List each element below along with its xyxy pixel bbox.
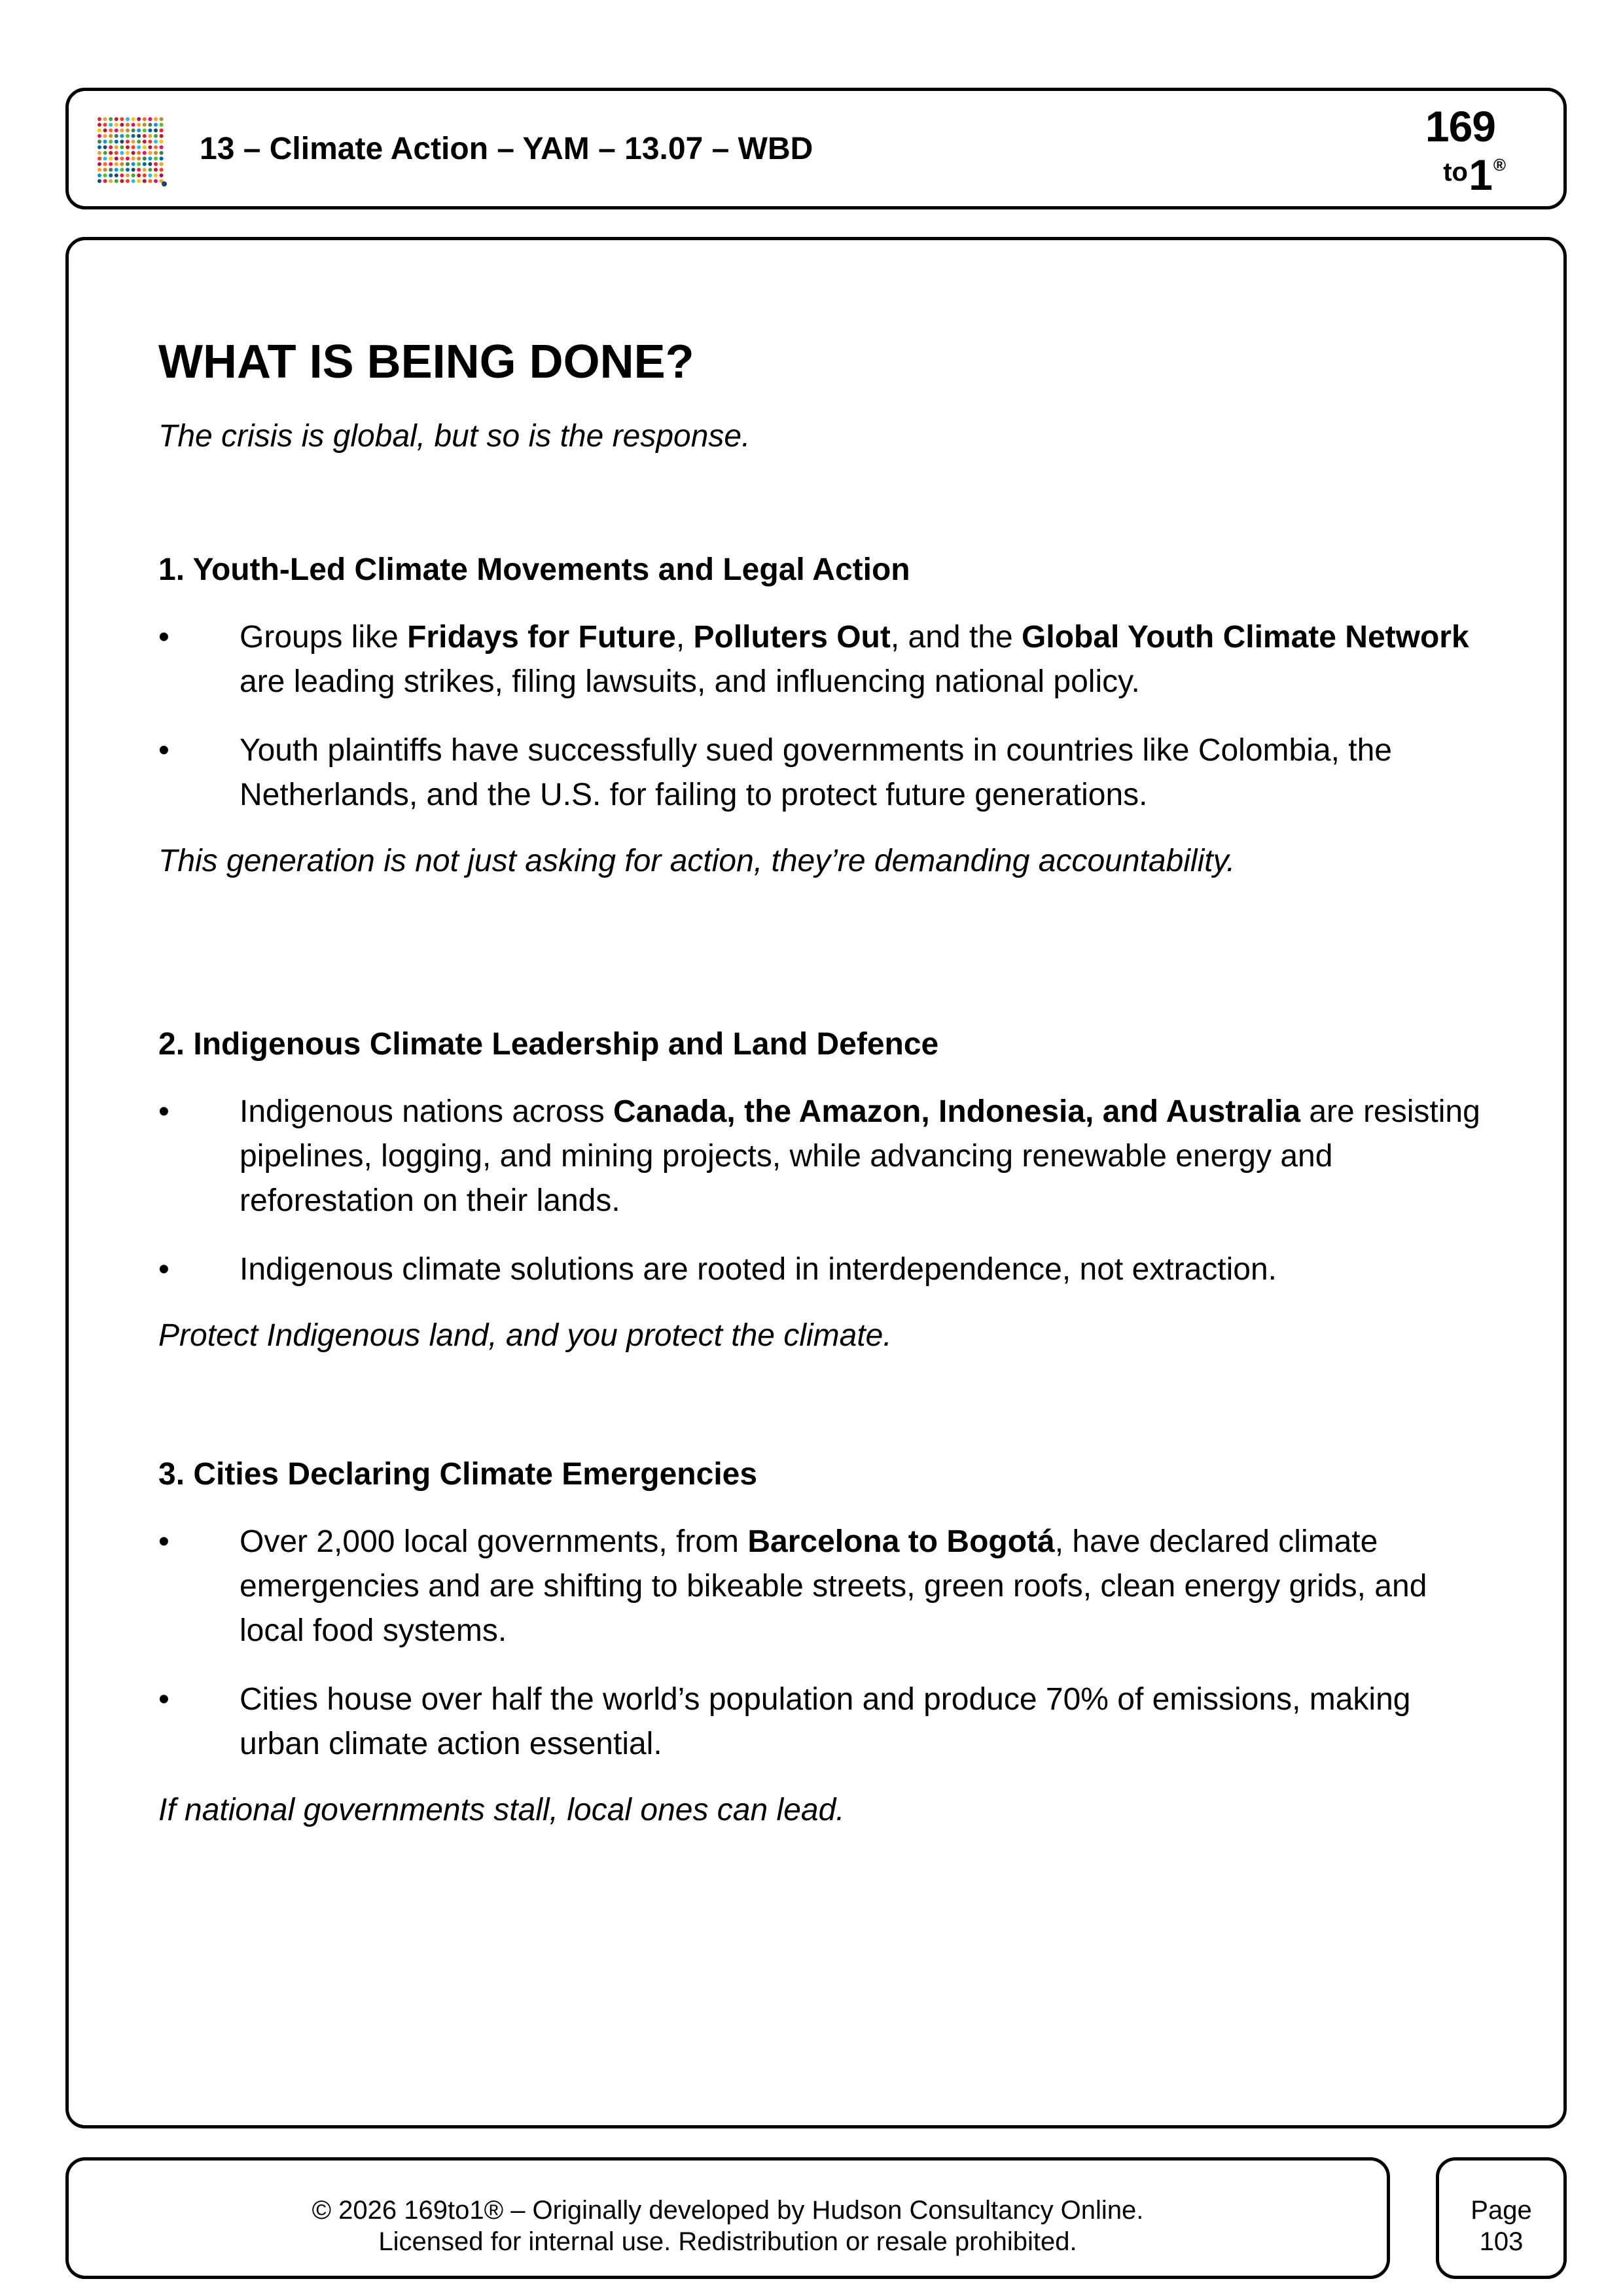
logo-dot — [154, 139, 158, 143]
text-run: Over 2,000 local governments, from — [240, 1524, 748, 1559]
logo-dot — [103, 156, 107, 160]
logo-dot — [115, 145, 118, 149]
section-heading: 3. Cities Declaring Climate Emergencies — [158, 1457, 758, 1492]
text-run: are leading strikes, filing lawsuits, and influencing national policy. — [240, 664, 1140, 699]
logo-dot — [115, 162, 118, 166]
logo-dot — [126, 151, 130, 155]
logo-dot — [98, 151, 101, 155]
logo-dot — [109, 162, 113, 166]
logo-dot — [148, 151, 152, 155]
logo-dot — [154, 123, 158, 127]
logo-dot — [143, 168, 147, 171]
logo-dot — [137, 123, 141, 127]
logo-dot — [143, 117, 147, 121]
brand-registered-mark: ® — [1493, 155, 1506, 175]
text-run: Indigenous climate solutions are rooted in interdependence, not extraction. — [240, 1252, 1277, 1287]
logo-dot — [132, 151, 135, 155]
logo-dot — [98, 168, 101, 171]
logo-dot — [120, 117, 124, 121]
brand-one: 1 — [1469, 151, 1493, 199]
logo-dot — [115, 134, 118, 138]
logo-dot — [126, 128, 130, 132]
logo-dot — [126, 162, 130, 166]
logo-dot — [143, 156, 147, 160]
logo-dot — [154, 134, 158, 138]
logo-dot — [109, 168, 113, 171]
text-run: Youth plaintiffs have successfully sued governments in countries like Colombia, the Netherlands, and the U.S. for failing to protect future generations. — [240, 733, 1392, 812]
logo-dot — [120, 162, 124, 166]
logo-dot — [148, 139, 152, 143]
logo-dot — [98, 179, 101, 183]
logo-dot — [132, 173, 135, 177]
logo-dot — [132, 156, 135, 160]
logo-dot — [120, 179, 124, 183]
logo-dot — [148, 145, 152, 149]
logo-dot — [103, 117, 107, 121]
logo-dot — [160, 128, 164, 132]
page-number-box — [1436, 2157, 1567, 2279]
logo-dot — [160, 168, 164, 171]
logo-dot — [160, 145, 164, 149]
logo-dot — [160, 139, 164, 143]
logo-dot — [103, 168, 107, 171]
logo-dot — [154, 173, 158, 177]
logo-dot — [109, 145, 113, 149]
logo-dot — [137, 134, 141, 138]
logo-dot — [98, 145, 101, 149]
bullet-list — [158, 615, 1493, 817]
bullet-marker: • — [158, 1682, 169, 1717]
page-subtitle: The crisis is global, but so is the response. — [158, 419, 751, 454]
logo-dot — [103, 162, 107, 166]
logo-dot — [137, 162, 141, 166]
logo-dot — [115, 123, 118, 127]
logo-dot — [120, 156, 124, 160]
logo-dot — [132, 145, 135, 149]
logo-dot — [126, 134, 130, 138]
logo-dot — [126, 156, 130, 160]
license-line: Licensed for internal use. Redistribution or resale prohibited. — [378, 2227, 1077, 2256]
logo-dot — [98, 128, 101, 132]
logo-dot — [137, 173, 141, 177]
document-code-title: 13 – Climate Action – YAM – 13.07 – WBD — [200, 131, 813, 166]
bold-text: Fridays for Future — [407, 620, 676, 655]
logo-dot — [98, 123, 101, 127]
logo-dot — [109, 134, 113, 138]
logo-dot — [98, 117, 101, 121]
logo-dot — [154, 128, 158, 132]
logo-dot — [126, 139, 130, 143]
logo-dot — [132, 117, 135, 121]
bold-text: Barcelona to Bogotá — [747, 1524, 1055, 1559]
logo-dot — [160, 173, 164, 177]
logo-dot — [132, 139, 135, 143]
logo-dot — [126, 168, 130, 171]
logo-dot — [132, 162, 135, 166]
logo-dot — [132, 179, 135, 183]
logo-dot — [126, 117, 130, 121]
bold-text: Canada, the Amazon, Indonesia, and Australia — [613, 1094, 1301, 1129]
section-youth-movements — [158, 548, 1493, 884]
logo-dot — [103, 128, 107, 132]
text-run: Groups like — [240, 620, 408, 655]
logo-dot — [143, 128, 147, 132]
bullet-marker: • — [158, 620, 169, 655]
logo-dot — [160, 134, 164, 138]
main-content-panel — [65, 237, 1567, 2128]
logo-dot — [132, 134, 135, 138]
brand-logo — [1410, 98, 1508, 202]
logo-dot — [120, 139, 124, 143]
bullet-marker: • — [158, 733, 169, 768]
page-footer — [65, 2157, 1390, 2279]
logo-dot — [137, 151, 141, 155]
logo-dot — [143, 173, 147, 177]
bold-text: Polluters Out — [693, 620, 891, 655]
logo-dot — [143, 134, 147, 138]
logo-dot — [103, 173, 107, 177]
logo-dot — [132, 123, 135, 127]
bullet-list — [158, 1090, 1493, 1292]
section-closing-note: If national governments stall, local ones can lead. — [158, 1793, 845, 1827]
page-title: WHAT IS BEING DONE? — [158, 336, 694, 388]
logo-dot — [137, 156, 141, 160]
page-number: 103 — [1479, 2227, 1524, 2256]
logo-dot — [148, 168, 152, 171]
bold-text: Global Youth Climate Network — [1022, 620, 1469, 655]
logo-dot — [154, 151, 158, 155]
logo-dot — [154, 179, 158, 183]
logo-dot — [160, 156, 164, 160]
brand-to: to — [1443, 158, 1468, 187]
logo-dot — [154, 168, 158, 171]
logo-dot — [115, 139, 118, 143]
logo-dot — [160, 117, 164, 121]
logo-dot — [103, 179, 107, 183]
logo-dot — [98, 173, 101, 177]
logo-dot — [148, 123, 152, 127]
logo-dot — [154, 145, 158, 149]
text-run: , — [675, 620, 694, 655]
logo-dot — [98, 162, 101, 166]
bullet-marker: • — [158, 1524, 169, 1559]
text-run: , have declared climate emergencies and are shifting to bikeable streets, green roofs, clean energy grids, and local food systems. — [240, 1524, 1427, 1648]
logo-dot — [115, 151, 118, 155]
logo-dot — [126, 145, 130, 149]
bullet-marker: • — [158, 1252, 169, 1287]
logo-dot — [109, 128, 113, 132]
logo-dot — [143, 139, 147, 143]
logo-dot — [103, 123, 107, 127]
text-run: Cities house over half the world’s population and produce 70% of emissions, making urban climate action essential. — [240, 1682, 1411, 1761]
section-closing-note: This generation is not just asking for action, they’re demanding accountability. — [158, 844, 1236, 878]
copyright-line: © 2026 169to1® – Originally developed by Hudson Consultancy Online. — [312, 2196, 1144, 2225]
logo-dot — [143, 151, 147, 155]
logo-dot — [109, 139, 113, 143]
logo-dot — [126, 173, 130, 177]
logo-dot — [148, 179, 152, 183]
logo-dot — [143, 123, 147, 127]
section-indigenous-leadership — [158, 1022, 1493, 1358]
logo-dot — [148, 156, 152, 160]
logo-dot — [120, 123, 124, 127]
logo-dot — [154, 162, 158, 166]
section-heading: 1. Youth-Led Climate Movements and Legal Action — [158, 552, 910, 587]
bullet-list — [158, 1520, 1493, 1767]
logo-dot — [148, 134, 152, 138]
logo-dot — [115, 179, 118, 183]
logo-dot — [148, 128, 152, 132]
logo-dot — [115, 173, 118, 177]
logo-dot — [137, 145, 141, 149]
logo-dot — [160, 123, 164, 127]
logo-dot — [160, 162, 164, 166]
logo-dot — [137, 168, 141, 171]
logo-dot — [126, 123, 130, 127]
logo-dot — [148, 173, 152, 177]
list-item — [158, 1247, 1493, 1292]
text-run: are resisting pipelines, logging, and mining projects, while advancing renewable energy and reforestation on their lands. — [240, 1094, 1480, 1218]
list-item — [158, 1520, 1493, 1653]
text-run: , and the — [890, 620, 1022, 655]
page-indicator — [1439, 2195, 1563, 2257]
logo-dot — [137, 139, 141, 143]
list-item — [158, 1677, 1493, 1767]
logo-dot — [120, 168, 124, 171]
section-heading: 2. Indigenous Climate Leadership and Land Defence — [158, 1027, 939, 1062]
logo-dot — [109, 117, 113, 121]
logo-dot — [132, 168, 135, 171]
sdg-dots-logo-icon — [96, 116, 167, 187]
logo-dot — [115, 117, 118, 121]
logo-dot — [137, 128, 141, 132]
logo-dot — [120, 134, 124, 138]
logo-dot — [126, 179, 130, 183]
logo-dot — [120, 145, 124, 149]
logo-dot — [148, 117, 152, 121]
list-item — [158, 615, 1493, 704]
logo-dot — [98, 156, 101, 160]
logo-dot — [109, 156, 113, 160]
logo-dot — [160, 151, 164, 155]
logo-dot — [120, 128, 124, 132]
logo-dot — [143, 162, 147, 166]
logo-dot — [103, 134, 107, 138]
bullet-marker: • — [158, 1094, 169, 1129]
list-item — [158, 1090, 1493, 1223]
logo-dot — [115, 168, 118, 171]
text-run: Indigenous nations across — [240, 1094, 614, 1129]
copyright-notice — [69, 2195, 1387, 2257]
logo-dot — [154, 117, 158, 121]
logo-dot — [98, 139, 101, 143]
logo-dot — [109, 179, 113, 183]
logo-dot — [109, 123, 113, 127]
logo-dot — [109, 173, 113, 177]
section-cities-emergencies — [158, 1452, 1493, 1833]
logo-dot — [137, 117, 141, 121]
logo-dot — [143, 179, 147, 183]
logo-dot — [162, 181, 167, 187]
logo-dot — [120, 173, 124, 177]
logo-dot — [103, 151, 107, 155]
logo-dot — [137, 179, 141, 183]
page-label: Page — [1471, 2196, 1532, 2225]
logo-dot — [109, 151, 113, 155]
logo-dot — [143, 145, 147, 149]
page-header — [65, 88, 1567, 209]
logo-dot — [120, 151, 124, 155]
section-closing-note: Protect Indigenous land, and you protect the climate. — [158, 1318, 892, 1353]
logo-dot — [148, 162, 152, 166]
logo-dot — [115, 128, 118, 132]
logo-dot — [115, 156, 118, 160]
brand-169: 169 — [1425, 102, 1495, 151]
logo-dot — [132, 128, 135, 132]
logo-dot — [103, 139, 107, 143]
list-item — [158, 728, 1493, 817]
logo-dot — [154, 156, 158, 160]
logo-dot — [98, 134, 101, 138]
logo-dot — [103, 145, 107, 149]
